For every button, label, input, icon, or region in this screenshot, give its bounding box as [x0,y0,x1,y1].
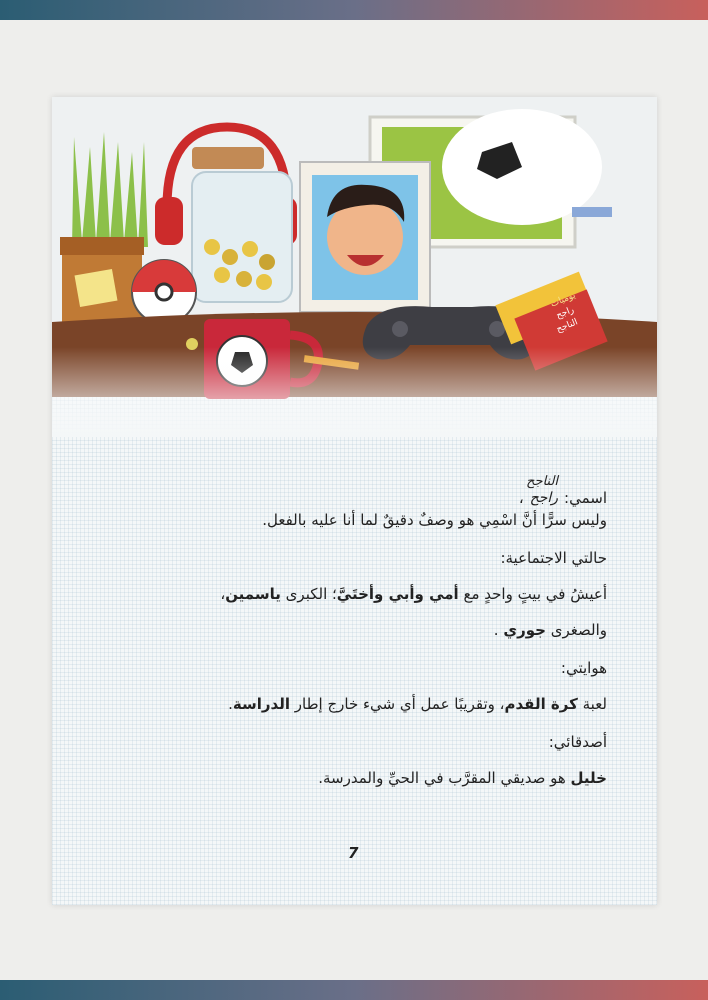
bottom-color-band [0,980,708,1000]
social-text-a: أعيشُ في بيتٍ واحدٍ مع [463,585,607,603]
social-line-2 [167,619,607,641]
name-label: اسمي: [564,489,607,507]
social-text-e: . [493,621,499,639]
book-page [52,97,657,905]
top-color-band [0,0,708,20]
hobby-football: كرة القدم [504,695,578,713]
book-label-1: يوميات [549,290,578,310]
social-text-c: ، [220,585,226,603]
sister-name-2: جوري [503,621,546,639]
family-bold: أمي وأبي وأختَيَّ [336,585,459,603]
name-main: راجح [529,490,559,506]
hobbies-heading: هوايتي: [560,659,607,677]
social-text-d: والصغرى [550,621,607,639]
hobbies-text-c: . [228,695,233,713]
photo-frame [300,162,430,312]
pokeball-toy [132,260,196,324]
hobby-study: الدراسة [232,695,290,713]
social-heading: حالتي الاجتماعية: [500,549,607,567]
name-line [167,474,607,509]
friends-text: هو صديقي المقرَّب في الحيِّ والمدرسة. [318,769,566,787]
social-text-b: ؛ الكبرى [285,585,337,603]
desk-illustration [52,97,657,437]
intro-line: وليس سرًّا أنَّ اسْمِي هو وصفٌ دقيقٌ لما أنا عليه بالفعل. [262,511,607,529]
book-label-3: الناجح [555,317,580,335]
sister-name-1: ياسمين [225,585,281,603]
social-line-1 [167,583,607,605]
profile-text [167,474,607,789]
name-superscript: الناجح [526,474,559,489]
page-number: 7 [348,844,359,862]
friends-line [167,767,607,789]
coin-jar [192,172,292,302]
friend-name: خليل [570,769,607,787]
name-value [526,474,559,509]
hobbies-line [167,693,607,715]
friends-heading: أصدقائي: [548,733,607,751]
book-label-2: راجح [554,305,576,322]
hobbies-text-a: لعبة [582,695,607,713]
hobbies-text-b: ، وتقريبًا عمل أي شيء خارج إطار [294,695,505,713]
name-suffix: ، [518,489,524,507]
